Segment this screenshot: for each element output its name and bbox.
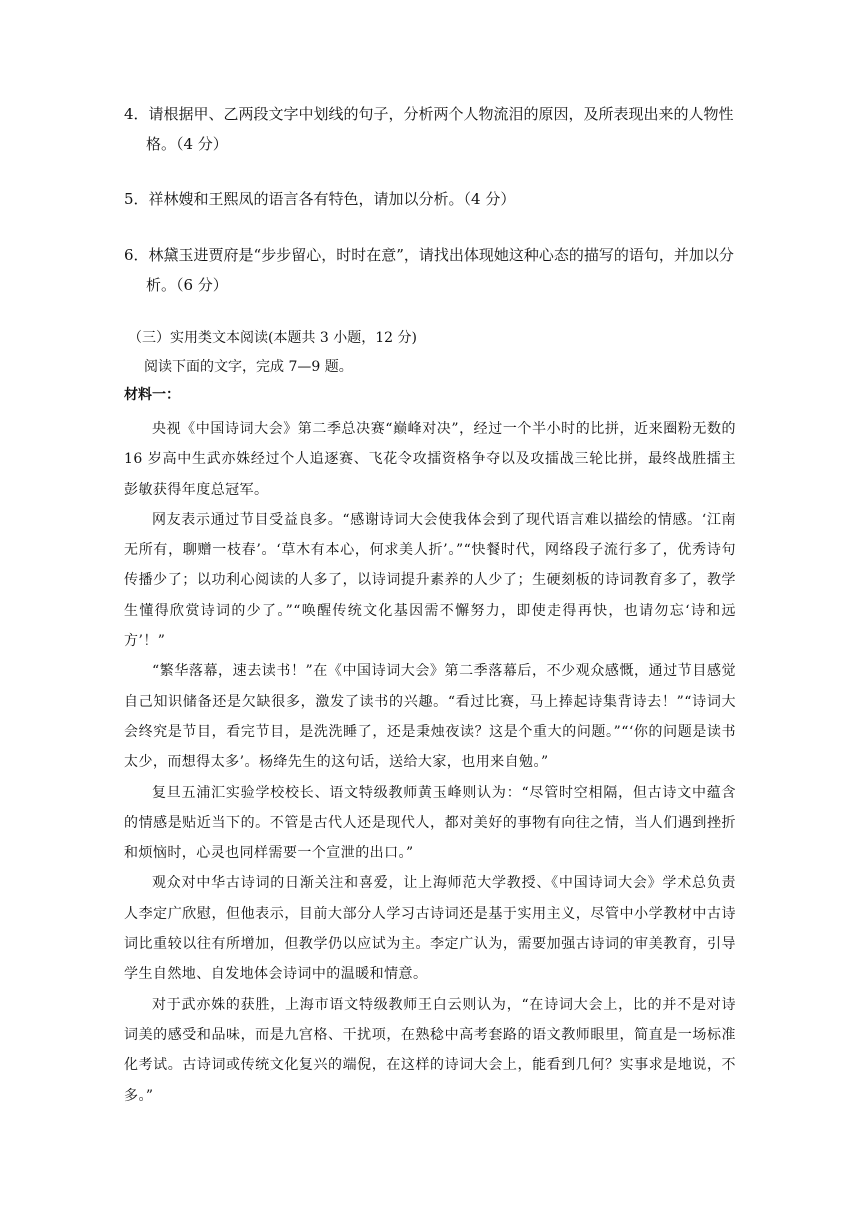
paragraph: 复旦五浦汇实验学校校长、语文特级教师黄玉峰则认为：“尽管时空相隔，但古诗文中蕴含的情感是贴近当下的。不管是古代人还是现代人，都对美好的事物有向往之情，当人们遇到挫折和烦恼时，心灵也同样需要一个宣泄的出口。” [124,784,736,862]
question-5 [124,184,744,214]
question-6 [124,240,744,300]
question-text: 4．请根据甲、乙两段文字中划线的句子，分析两个人物流泪的原因，及所表现出来的人物性 [124,105,734,123]
question-text: 6．林黛玉进贾府是“步步留心，时时在意”，请找出体现她这种心态的描写的语句，并加以分 [124,246,734,264]
question-continuation: 格。（4 分） [146,135,228,153]
paragraph: 对于武亦姝的获胜，上海市语文特级教师王白云则认为，“在诗词大会上，比的并不是对诗词美的感受和品味，而是九宫格、干扰项，在熟稔中高考套路的语文教师眼里，简直是一场标准化考试。古诗词或传统文化复兴的端倪，在这样的诗词大会上，能看到几何？实事求是地说，不多。” [124,996,736,1104]
material-body [124,414,736,1111]
question-4 [124,99,744,159]
paragraph: 网友表示通过节目受益良多。“感谢诗词大会使我体会到了现代语言难以描绘的情感。‘江南无所有，聊赠一枝春’。‘草木有本心，何求美人折’。”“快餐时代，网络段子流行多了，优秀诗句传播少了；以功利心阅读的人多了，以诗词提升素养的人少了；生硬刻板的诗词教育多了，教学生懂得欣赏诗词的少了。”“唤醒传统文化基因需不懈努力，即使走得再快，也请勿忘‘诗和远方’！” [124,511,736,650]
question-text: 5．祥林嫂和王熙凤的语言各有特色，请加以分析。（4 分） [124,190,516,208]
question-continuation: 析。（6 分） [146,276,228,294]
paragraph: “繁华落幕，速去读书！”在《中国诗词大会》第二季落幕后，不少观众感慨，通过节目感觉自己知识储备还是欠缺很多，激发了读书的兴趣。“看过比赛，马上捧起诗集背诗去！”“诗词大会终究是节目，看完节目，是洗洗睡了，还是秉烛夜读？这是个重大的问题。”“‘你的问题是读书太少，而想得太多’。杨绛先生的这句话，送给大家，也用来自勉。” [124,663,736,771]
paragraph: 观众对中华古诗词的日渐关注和喜爱，让上海师范大学教授、《中国诗词大会》学术总负责人李定广欣慰，但他表示，目前大部分人学习古诗词还是基于实用主义，尽管中小学教材中古诗词比重较以往有所增加，但教学仍以应试为主。李定广认为，需要加强古诗词的审美教育，引导学生自然地、自发地体会诗词中的温暖和情意。 [124,875,736,983]
paragraph: 央视《中国诗词大会》第二季总决赛“巅峰对决”，经过一个半小时的比拼，近来圈粉无数的 16 岁高中生武亦姝经过个人追逐赛、飞花令攻擂资格争夺以及攻擂战三轮比拼，最终战胜擂主彭敏获得年度总冠军。 [124,421,736,498]
section-heading: （三）实用类文本阅读(本题共 3 小题，12 分) [128,330,417,346]
reading-instruction: 阅读下面的文字，完成 7—9 题。 [144,359,353,375]
material-label: 材料一： [124,387,180,403]
